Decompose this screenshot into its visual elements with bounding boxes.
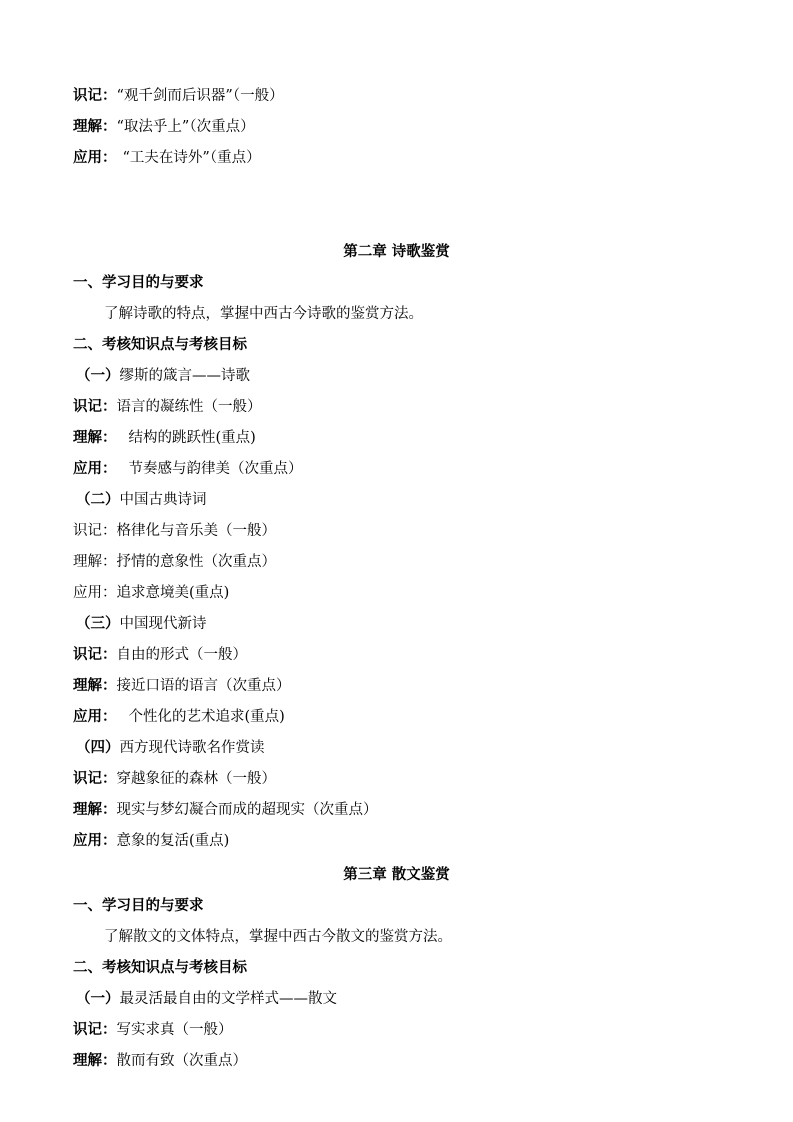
ch2-p2-line-1: 识记：格律化与音乐美（一般） bbox=[73, 523, 276, 539]
point-number: （一） bbox=[76, 367, 120, 384]
point-number: （三） bbox=[76, 615, 120, 632]
point-title: 西方现代诗歌名作赏读 bbox=[119, 740, 265, 756]
text: 语言的凝练性（一般） bbox=[116, 399, 262, 415]
ch2-p3-line-3 bbox=[73, 707, 285, 727]
text: 结构的跳跃性(重点) bbox=[128, 430, 256, 446]
ch2-section-1-text: 了解诗歌的特点，掌握中西古今诗歌的鉴赏方法。 bbox=[104, 306, 423, 322]
ch2-section-2-heading: 二、考核知识点与考核目标 bbox=[73, 336, 247, 353]
text: “观千剑而后识器”（一般） bbox=[116, 88, 284, 104]
chapter-2-title: 第二章 诗歌鉴赏 bbox=[343, 243, 450, 260]
label-understand: 理解： bbox=[73, 677, 117, 694]
ch3-p1-line-1 bbox=[73, 1020, 233, 1040]
ch3-section-1-heading: 一、学习目的与要求 bbox=[73, 897, 204, 914]
ch2-p3-line-2 bbox=[73, 676, 291, 696]
label-understand: 理解： bbox=[73, 429, 117, 446]
point-title: 中国现代新诗 bbox=[119, 616, 207, 632]
text: 个性化的艺术追求(重点) bbox=[128, 709, 285, 725]
ch2-p2-line-2: 理解：抒情的意象性（次重点） bbox=[73, 554, 276, 570]
label-apply: 应用： bbox=[73, 708, 117, 725]
ch2-p4-line-3 bbox=[73, 831, 229, 851]
text: 节奏感与韵律美（次重点） bbox=[128, 461, 303, 477]
label-recall: 识记： bbox=[73, 646, 117, 663]
ch2-p4-line-1 bbox=[73, 769, 276, 789]
point-number: （二） bbox=[76, 491, 120, 508]
ch3-point-1-heading bbox=[76, 989, 337, 1009]
ch2-section-1-heading: 一、学习目的与要求 bbox=[73, 274, 204, 291]
ch3-section-2-heading: 二、考核知识点与考核目标 bbox=[73, 959, 247, 976]
ch2-p1-line-3 bbox=[73, 459, 303, 479]
ch3-p1-line-2 bbox=[73, 1051, 247, 1071]
ch2-p1-line-1 bbox=[73, 397, 262, 417]
ch2-p3-line-1 bbox=[73, 645, 247, 665]
ch2-point-1-heading bbox=[76, 366, 250, 386]
point-number: （一） bbox=[76, 990, 120, 1007]
text: 散而有致（次重点） bbox=[116, 1053, 247, 1069]
label-recall: 识记： bbox=[73, 770, 117, 787]
block1-line-1 bbox=[73, 86, 284, 106]
point-title: 中国古典诗词 bbox=[119, 492, 207, 508]
block1-line-2 bbox=[73, 117, 255, 137]
label-recall: 识记： bbox=[73, 1021, 117, 1038]
ch2-point-4-heading bbox=[76, 738, 265, 758]
ch2-p1-line-2 bbox=[73, 428, 256, 448]
text: 自由的形式（一般） bbox=[116, 647, 247, 663]
ch2-p4-line-2 bbox=[73, 800, 378, 820]
text: 穿越象征的森林（一般） bbox=[116, 771, 276, 787]
label-apply: 应用： bbox=[73, 149, 117, 166]
label-understand: 理解： bbox=[73, 118, 117, 135]
text: 意象的复活(重点) bbox=[116, 833, 230, 849]
text: 现实与梦幻凝合而成的超现实（次重点） bbox=[116, 802, 378, 818]
text: “工夫在诗外”（重点） bbox=[122, 150, 261, 166]
point-number: （四） bbox=[76, 739, 120, 756]
point-title: 缪斯的箴言——诗歌 bbox=[119, 368, 250, 384]
label-understand: 理解： bbox=[73, 801, 117, 818]
block1-line-3 bbox=[73, 148, 261, 168]
text: 接近口语的语言（次重点） bbox=[116, 678, 291, 694]
label-apply: 应用： bbox=[73, 460, 117, 477]
chapter-3-title: 第三章 散文鉴赏 bbox=[343, 866, 450, 883]
label-understand: 理解： bbox=[73, 1052, 117, 1069]
ch2-point-2-heading bbox=[76, 490, 207, 510]
ch2-point-3-heading bbox=[76, 614, 207, 634]
label-recall: 识记： bbox=[73, 87, 117, 104]
label-apply: 应用： bbox=[73, 832, 117, 849]
ch2-p2-line-3: 应用：追求意境美(重点) bbox=[73, 585, 230, 601]
text: “取法乎上”（次重点） bbox=[116, 119, 255, 135]
label-recall: 识记： bbox=[73, 398, 117, 415]
point-title: 最灵活最自由的文学样式——散文 bbox=[119, 991, 337, 1007]
ch3-section-1-text: 了解散文的文体特点，掌握中西古今散文的鉴赏方法。 bbox=[104, 929, 452, 945]
text: 写实求真（一般） bbox=[116, 1022, 233, 1038]
